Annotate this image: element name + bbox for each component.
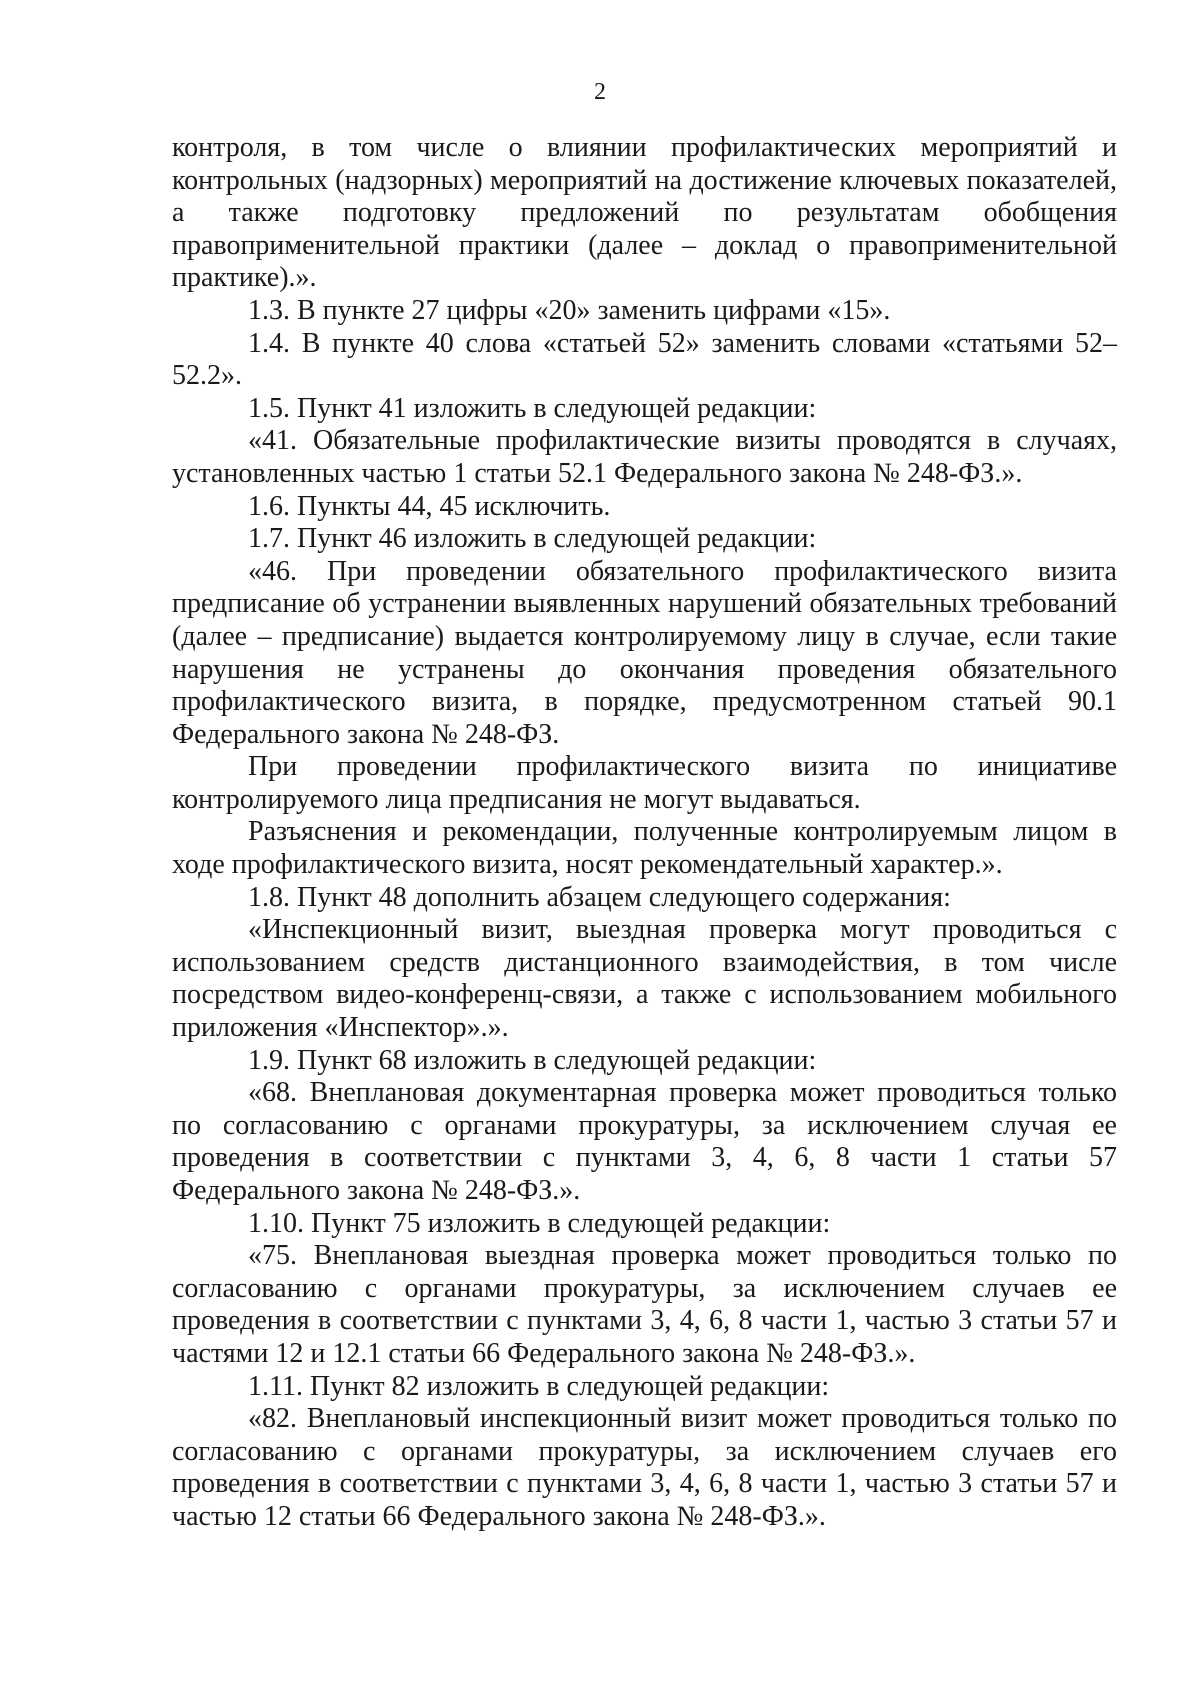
paragraph: «68. Внеплановая документарная проверка может проводиться только по согласованию с органами прокуратуры, за исключением случая ее проведения в соответствии с пунктами 3, 4, 6, 8 части 1 статьи 57 Федерального закона № 248-ФЗ.». [172,1077,1117,1206]
paragraph: 1.10. Пункт 75 изложить в следующей редакции: [248,1207,831,1239]
paragraph: 1.9. Пункт 68 изложить в следующей редакции: [248,1044,817,1076]
paragraph: 1.3. В пункте 27 цифры «20» заменить цифрами «15». [248,294,891,326]
paragraph: контроля, в том числе о влиянии профилактических мероприятий и контрольных (надзорных) мероприятий на достижение ключевых показателей, а также подготовку предложений по результатам обобщения правоприменительной практики (далее – доклад о правоприменительной практике).». [172,132,1117,294]
paragraph: 1.6. Пункты 44, 45 исключить. [248,490,611,522]
paragraph: 1.11. Пункт 82 изложить в следующей редакции: [248,1370,830,1402]
paragraph: «Инспекционный визит, выездная проверка могут проводиться с использованием средств дистанционного взаимодействия, в том числе посредством видео-конференц-связи, а также с использованием мобильного приложения «Инспектор».». [172,914,1117,1044]
paragraph: «46. При проведении обязательного профилактического визита предписание об устранении выявленных нарушений обязательных требований (далее – предписание) выдается контролируемому лицу в случае, если такие нарушения не устранены до окончания проведения обязательного профилактического визита, в порядке, предусмотренном статьей 90.1 Федерального закона № 248-ФЗ. [172,555,1117,750]
paragraph: При проведении профилактического визита по инициативе контролируемого лица предписания не могут выдаваться. [172,751,1117,815]
paragraph: Разъяснения и рекомендации, полученные контролируемым лицом в ходе профилактического визита, носят рекомендательный характер.». [172,816,1117,881]
paragraph: 1.7. Пункт 46 изложить в следующей редакции: [248,523,817,555]
paragraph: 1.8. Пункт 48 дополнить абзацем следующего содержания: [248,881,951,913]
paragraph: «41. Обязательные профилактические визиты проводятся в случаях, установленных частью 1 статьи 52.1 Федерального закона № 248-ФЗ.». [172,425,1117,489]
page-number: 2 [594,79,606,105]
paragraph: 1.5. Пункт 41 изложить в следующей редакции: [248,392,817,424]
paragraph: «82. Внеплановый инспекционный визит может проводиться только по согласованию с органами прокуратуры, за исключением случаев его проведения в соответствии с пунктами 3, 4, 6, 8 части 1, частью 3 статьи 57 и частью 12 статьи 66 Федерального закона № 248-ФЗ.». [172,1403,1117,1532]
document-body [172,132,1117,1534]
paragraph: «75. Внеплановая выездная проверка может проводиться только по согласованию с органами прокуратуры, за исключением случаев ее проведения в соответствии с пунктами 3, 4, 6, 8 части 1, частью 3 статьи 57 и частями 12 и 12.1 статьи 66 Федерального закона № 248-ФЗ.». [172,1240,1117,1369]
paragraph: 1.4. В пункте 40 слова «статьей 52» заменить словами «статьями 52–52.2». [172,327,1117,392]
